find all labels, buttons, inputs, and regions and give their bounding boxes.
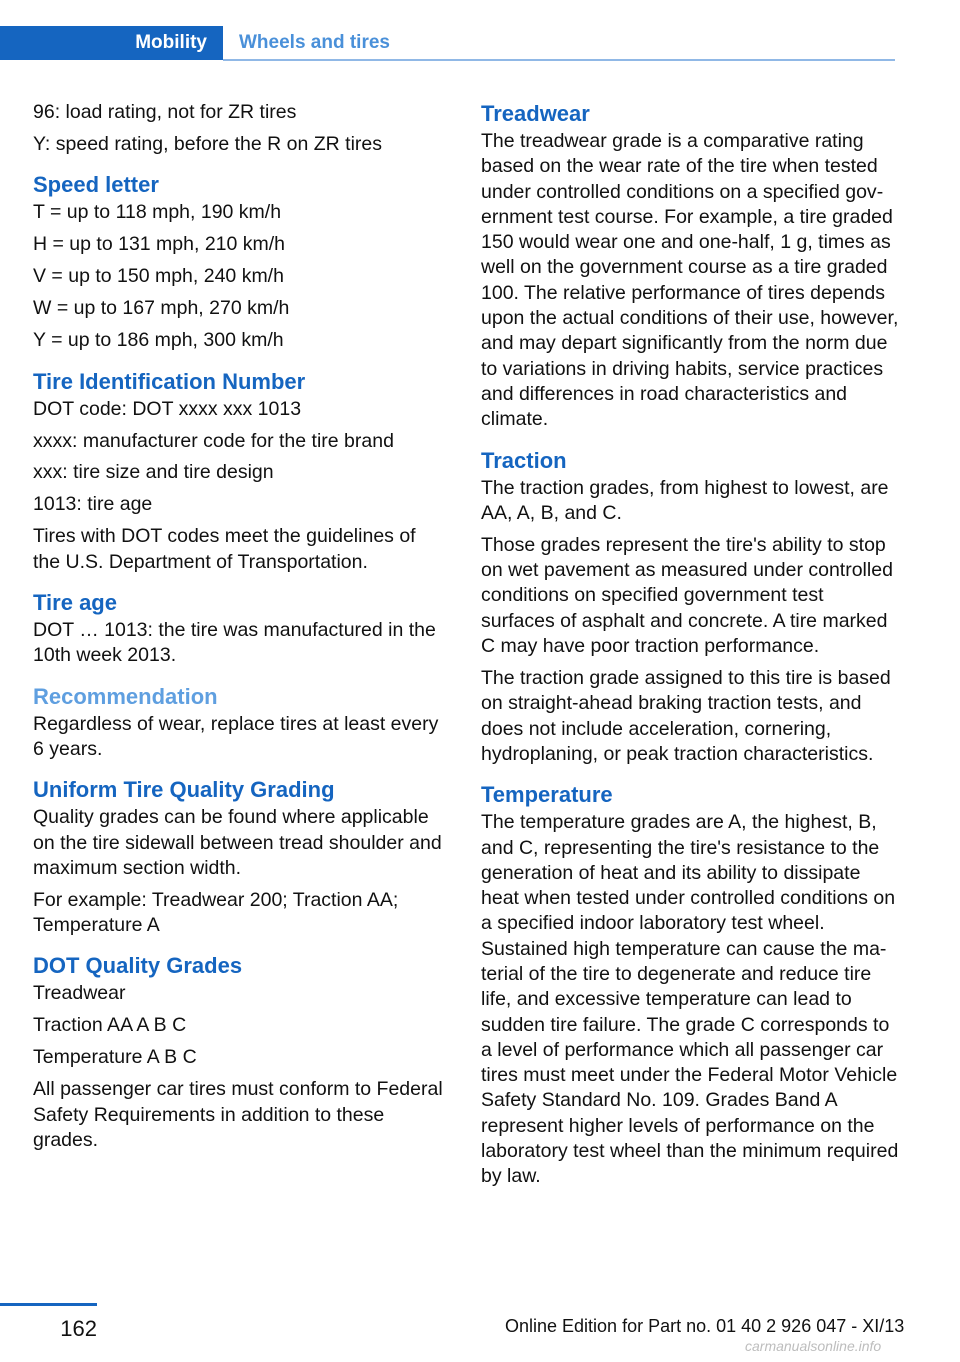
speed-letter-heading: Speed letter [33,172,159,198]
tin-manufacturer-code: xxxx: manufacturer code for the tire brand [33,429,394,452]
tire-age-heading: Tire age [33,590,117,616]
section-tab-mobility: Mobility [0,26,223,60]
watermark: carmanualsonline.info [745,1338,882,1354]
footer-divider [0,1303,97,1306]
speed-rating-text: Y: speed rating, before the R on ZR tires [33,132,383,155]
tin-dot-guidelines: Tires with DOT codes meet the guidelines of the U.S. Department of Transportation. [33,525,416,573]
dot-grades-treadwear: Treadwear [33,982,126,1005]
tire-age-text: DOT … 1013: the tire was manufactured in the 10th week 2013. [33,619,436,667]
temperature-text: The temperature grades are A, the highest, B, and C, representing the tire's resistance to the generation of heat and its ability to dissipate heat when tested under controlled conditions on a specified indoor laboratory test wheel. Sustained high temperature can cause the material of the tire to degenerate and reduce tire life, and excessive temperature can lead to sudden tire failure. The grade C corresponds to a level of performance which all passenger car tires must meet under the Federal Motor Vehicle Safety Standard No. 109. Grades Band A represent higher levels of performance on the laboratory test wheel than the minimum required by law. [481,811,899,1188]
dot-grades-traction: Traction AA A B C [33,1014,187,1037]
speed-letter-v: V = up to 150 mph, 240 km/h [33,265,284,288]
utqg-text-location: Quality grades can be found where applicable on the tire sidewall between tread shoulder and maximum section width. [33,806,442,879]
tin-dot-code: DOT code: DOT xxxx xxx 1013 [33,397,302,420]
tin-heading: Tire Identification Number [33,368,306,394]
header-divider [223,59,895,61]
speed-letter-y: Y = up to 186 mph, 300 km/h [33,329,284,352]
tin-tire-age: 1013: tire age [33,493,153,516]
traction-text-basis: The traction grade assigned to this tire is based on straight-ahead braking traction tests, and does not include acceleration, cornering, hydroplaning, or peak traction characteristics. [481,667,891,765]
treadwear-text: The treadwear grade is a comparative rating based on the wear rate of the tire when tested under controlled conditions on a specified government test course. For example, a tire graded 150 would wear one and one-half, 1 g, times as well on the government course as a tire graded 100. The relative performance of tires depends upon the actual conditions of their use, however, and may depart significantly from the norm due to variations in driving habits, service practices and differences in road characteristics and climate. [481,130,899,431]
traction-text-meaning: Those grades represent the tire's ability to stop on wet pavement as measured under controlled conditions on specified government test surfaces of asphalt and concrete. A tire marked C may have poor traction performance. [481,533,893,658]
edition-text: Online Edition for Part no. 01 40 2 926 047 - XI/13 [505,1316,905,1336]
speed-letter-t: T = up to 118 mph, 190 km/h [33,201,282,224]
recommendation-text: Regardless of wear, replace tires at least every 6 years. [33,712,439,760]
utqg-text-example: For example: Treadwear 200; Traction AA; Temperature A [33,888,399,937]
speed-letter-h: H = up to 131 mph, 210 km/h [33,233,286,256]
left-column [33,100,448,1160]
traction-text-grades: The traction grades, from highest to lowest, are AA, A, B, and C. [481,476,889,524]
traction-heading: Traction [481,447,567,473]
utqg-heading: Uniform Tire Quality Grading [33,777,335,803]
recommendation-heading: Recommendation [33,683,218,709]
page-number: 162 [60,1316,97,1341]
speed-letter-w: W = up to 167 mph, 270 km/h [33,297,290,320]
dot-grades-conformance: All passenger car tires must conform to Federal Safety Requirements in addition to these grades. [33,1078,443,1151]
load-rating-text: 96: load rating, not for ZR tires [33,101,297,123]
dot-grades-heading: DOT Quality Grades [33,953,243,979]
temperature-heading: Temperature [481,782,613,808]
page-header [0,26,895,62]
right-column [481,100,899,1196]
tin-size-design: xxx: tire size and tire design [33,461,274,484]
chapter-tab-wheels-and-tires: Wheels and tires [239,32,390,53]
dot-grades-temperature: Temperature A B C [33,1046,197,1069]
treadwear-heading: Treadwear [481,101,590,126]
